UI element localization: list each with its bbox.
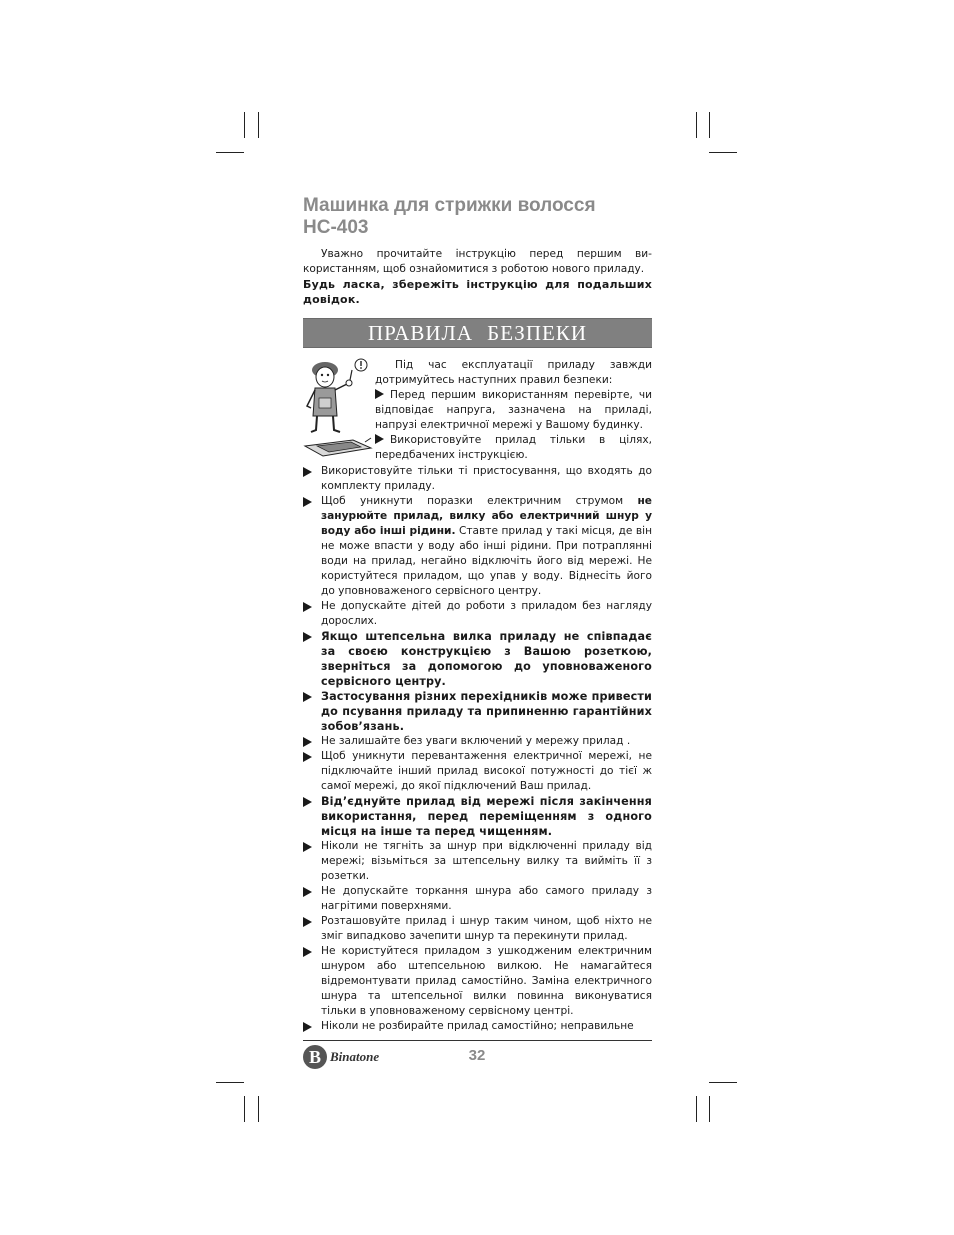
list-item: Не допускайте дітей до роботи з приладом без нагляду дорослих. [303, 599, 652, 629]
logo-mark-icon: B [303, 1045, 327, 1069]
illustrated-intro [303, 358, 652, 464]
list-item: Не користуйтеся приладом з ушкодженим електричним шнуром або штепсельною вилкою. Не намагайтеся відремонтувати прилад самостійно. Заміна електричного шнура та штепсельної вилки повинна виконуватися тільки в уповноваженому сервісному центрі. [303, 944, 652, 1019]
illus-rule-1-text: Перед першим використанням перевірте, чи відповідає напруга, зазначена на приладі, напрузі електричної мережі у Вашому будинку. [375, 389, 652, 431]
bullet-arrow-icon [303, 797, 312, 807]
crop-mark [709, 1082, 737, 1083]
crop-mark [709, 1096, 710, 1122]
bullet-arrow-icon [303, 947, 312, 957]
illus-rule-2 [375, 433, 652, 463]
crop-mark [709, 152, 737, 153]
illus-rule-2-text: Використовуйте прилад тільки в цілях, передбачених інструкцією. [375, 434, 652, 461]
list-item: Від’єднуйте прилад від мережі після закінчення використання, перед переміщенням з одного місця на інше та перед чищенням. [303, 794, 652, 839]
list-item: Не залишайте без уваги включений у мережу прилад . [303, 734, 652, 749]
crop-mark [709, 112, 710, 138]
list-item: Щоб уникнути поразки електричним струмом не занурюйте прилад, вилку або електричний шнур у воду або інші рідини. Ставте прилад у такі місця, де він не може впасти у воду або інші рідини. При потраплянні води на прилад, негайно відключіть його від мережі. Не користуйтеся приладом, що упав у воду. Віднесіть його до уповноваженого сервісного центру. [303, 494, 652, 599]
crop-mark [244, 1096, 245, 1122]
page-content [303, 195, 652, 1034]
illustrated-intro-text [375, 358, 652, 463]
illus-intro-paragraph [375, 358, 652, 388]
bullet-arrow-icon [303, 692, 312, 702]
bullet-arrow-icon [303, 602, 312, 612]
product-title-line1: Машинка для стрижки волосся [303, 195, 596, 216]
intro-paragraph [303, 247, 652, 277]
crop-mark [696, 112, 697, 138]
crop-mark [244, 112, 245, 138]
list-item: Ніколи не розбирайте прилад самостійно; неправильне [303, 1019, 652, 1034]
bullet-arrow-icon [303, 737, 312, 747]
bullet-arrow-icon [303, 497, 312, 507]
bullet-arrow-icon [375, 389, 384, 399]
list-item: Не допускайте торкання шнура або самого приладу з нагрітими поверхнями. [303, 884, 652, 914]
safety-man-illustration [303, 358, 373, 458]
product-title [303, 195, 652, 239]
crop-mark [258, 1096, 259, 1122]
section-banner [303, 318, 652, 348]
bullet-arrow-icon [375, 434, 384, 444]
crop-mark [696, 1096, 697, 1122]
bullet-arrow-icon [303, 467, 312, 477]
safety-rules-list [303, 464, 652, 1034]
bullet-arrow-icon [303, 887, 312, 897]
brand-name: Binatone [330, 1049, 380, 1064]
bullet-arrow-icon [303, 1022, 312, 1032]
crop-mark [216, 1082, 244, 1083]
bullet-arrow-icon [303, 842, 312, 852]
crop-mark [258, 112, 259, 138]
crop-mark [216, 152, 244, 153]
list-item: Застосування різних перехідників може привести до псування приладу та припиненню гарантійних зобов’язань. [303, 689, 652, 734]
list-item: Використовуйте тільки ті пристосування, що входять до комплекту приладу. [303, 464, 652, 494]
list-item: Ніколи не тягніть за шнур при відключенні приладу від мережі; візьміться за штепсельну вилку та вийміть її з розетки. [303, 839, 652, 884]
list-item: Якщо штепсельна вилка приладу не співпадає за своєю конструкцією з Вашою розеткою, зверніться за допомогою до уповноваженого сервісного центру. [303, 629, 652, 689]
section-title: ПРАВИЛА БЕЗПЕКИ [368, 320, 587, 345]
intro-text: Уважно прочитайте інструкцію перед першим використанням, щоб ознайомитися з роботою нового приладу. [303, 248, 652, 275]
footer-divider [303, 1040, 652, 1041]
binatone-logo [303, 1045, 398, 1069]
list-item: Розташовуйте прилад і шнур таким чином, щоб ніхто не зміг випадково зачепити шнур та перекинути прилад. [303, 914, 652, 944]
bullet-arrow-icon [303, 752, 312, 762]
bullet-arrow-icon [303, 632, 312, 642]
illus-intro-text: Під час експлуатації приладу завжди дотримуйтесь наступних правил безпеки: [375, 359, 652, 386]
page-number: 32 [468, 1047, 486, 1064]
bullet-arrow-icon [303, 917, 312, 927]
list-item: Щоб уникнути перевантаження електричної мережі, не підключайте інший прилад високої потужності до тієї ж самої мережі, до якої підключений Ваш прилад. [303, 749, 652, 794]
intro-bold-paragraph: Будь ласка, збережіть інструкцію для подальших довідок. [303, 278, 652, 306]
product-model: HC-403 [303, 217, 369, 238]
illus-rule-1 [375, 388, 652, 433]
